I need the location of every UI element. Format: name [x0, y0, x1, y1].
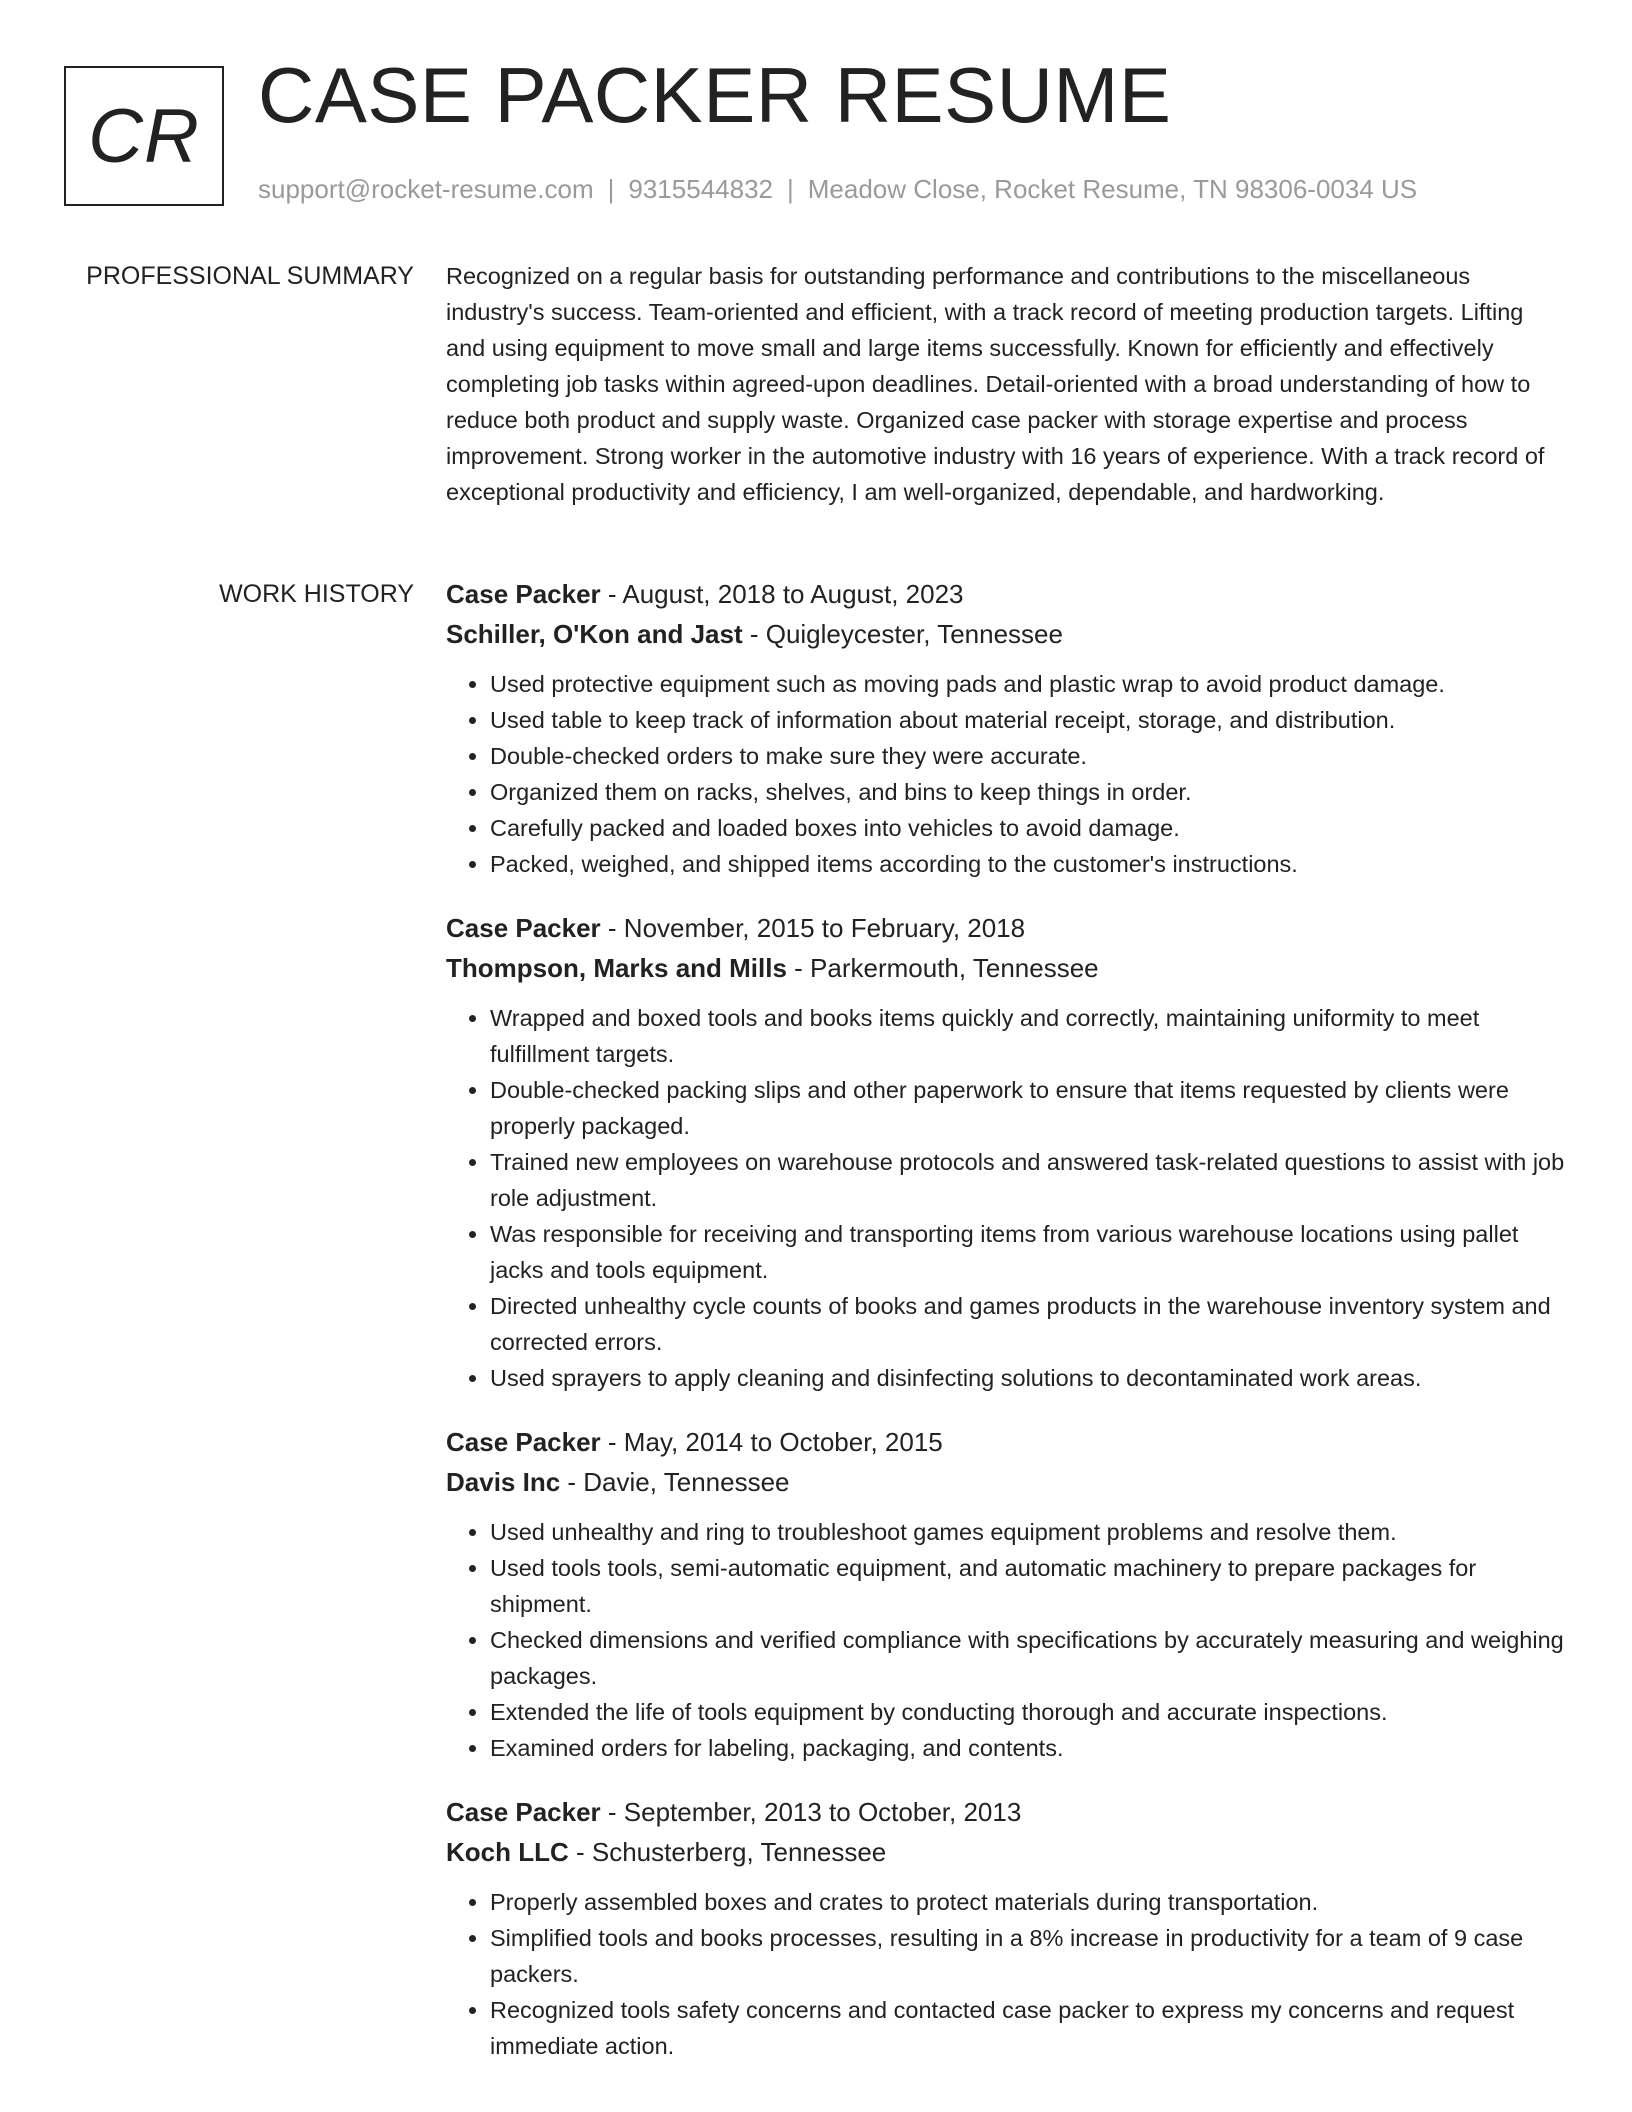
job-title: Case Packer — [446, 913, 601, 943]
summary-text: Recognized on a regular basis for outstanding performance and contributions to the miscellaneous industry's success. Team-oriented and efficient, with a track record of meeting production targets. Lifting and using equipment to move small and large items successfully. Known for efficiently and effectively completing job tasks within agreed-upon deadlines. Detail-oriented with a broad understanding of how to reduce both product and supply waste. Organized case packer with storage expertise and process improvement. Strong worker in the automotive industry with 16 years of experience. With a track record of exceptional productivity and efficiency, I am well-organized, dependable, and hardworking. — [446, 263, 1545, 505]
job-dates: - May, 2014 to October, 2015 — [600, 1427, 943, 1457]
job-bullet: • Packed, weighed, and shipped items according to the customer's instructions. — [490, 846, 1566, 882]
job-location: - Davie, Tennessee — [560, 1467, 790, 1497]
contact-address: Meadow Close, Rocket Resume, TN 98306-0034 US — [807, 174, 1418, 204]
job-title-line — [446, 574, 1566, 614]
job-location: - Parkermouth, Tennessee — [786, 953, 1099, 983]
job-company: Davis Inc — [446, 1467, 561, 1497]
work-history-body — [446, 574, 1566, 2090]
monogram-badge — [64, 66, 224, 206]
job-bullet-list — [446, 1514, 1566, 1766]
job-bullet-list — [446, 1884, 1566, 2064]
job-entry — [446, 908, 1566, 1396]
section-label-work-history: WORK HISTORY — [219, 580, 414, 608]
monogram-initials: CR — [88, 93, 200, 179]
job-bullet: • Used protective equipment such as moving pads and plastic wrap to avoid product damage. — [490, 666, 1566, 702]
job-bullet: • Simplified tools and books processes, resulting in a 8% increase in productivity for a team of 9 case packers. — [490, 1920, 1566, 1992]
section-label-summary: PROFESSIONAL SUMMARY — [86, 262, 414, 290]
job-location: - Schusterberg, Tennessee — [568, 1837, 887, 1867]
job-entry — [446, 1792, 1566, 2064]
job-company-line — [446, 948, 1566, 988]
job-bullet: • Wrapped and boxed tools and books items quickly and correctly, maintaining uniformity to meet fulfillment targets. — [490, 1000, 1566, 1072]
job-title-line — [446, 908, 1566, 948]
job-location: - Quigleycester, Tennessee — [742, 619, 1063, 649]
job-title-line — [446, 1792, 1566, 1832]
job-bullet: • Examined orders for labeling, packaging, and contents. — [490, 1730, 1566, 1766]
job-bullet-list — [446, 1000, 1566, 1396]
job-dates: - September, 2013 to October, 2013 — [600, 1797, 1022, 1827]
job-bullet: • Checked dimensions and verified compliance with specifications by accurately measuring and weighing packages. — [490, 1622, 1566, 1694]
summary-body — [446, 258, 1566, 510]
job-bullet: • Used unhealthy and ring to troubleshoot games equipment problems and resolve them. — [490, 1514, 1566, 1550]
page-title: CASE PACKER RESUME — [258, 51, 1172, 139]
job-dates: - November, 2015 to February, 2018 — [600, 913, 1026, 943]
job-bullet: • Double-checked packing slips and other paperwork to ensure that items requested by clients were properly packaged. — [490, 1072, 1566, 1144]
job-title: Case Packer — [446, 579, 601, 609]
job-company-line — [446, 1832, 1566, 1872]
job-bullet: • Carefully packed and loaded boxes into vehicles to avoid damage. — [490, 810, 1566, 846]
job-bullet: • Used table to keep track of information about material receipt, storage, and distribution. — [490, 702, 1566, 738]
job-entry — [446, 1422, 1566, 1766]
job-bullet: • Trained new employees on warehouse protocols and answered task-related questions to assist with job role adjustment. — [490, 1144, 1566, 1216]
job-dates: - August, 2018 to August, 2023 — [600, 579, 964, 609]
job-bullet: • Used sprayers to apply cleaning and disinfecting solutions to decontaminated work areas. — [490, 1360, 1566, 1396]
job-bullet: • Double-checked orders to make sure they were accurate. — [490, 738, 1566, 774]
job-company-line — [446, 1462, 1566, 1502]
job-company: Schiller, O'Kon and Jast — [446, 619, 743, 649]
job-bullet: • Directed unhealthy cycle counts of books and games products in the warehouse inventory system and corrected errors. — [490, 1288, 1566, 1360]
job-bullet: • Organized them on racks, shelves, and bins to keep things in order. — [490, 774, 1566, 810]
contact-phone[interactable]: 9315544832 — [628, 174, 773, 204]
job-company: Koch LLC — [446, 1837, 569, 1867]
contact-separator: | — [787, 174, 794, 204]
job-bullet: • Recognized tools safety concerns and contacted case packer to express my concerns and request immediate action. — [490, 1992, 1566, 2064]
job-bullet: • Used tools tools, semi-automatic equipment, and automatic machinery to prepare packages for shipment. — [490, 1550, 1566, 1622]
contact-line — [258, 174, 1417, 205]
contact-email[interactable]: support@rocket-resume.com — [258, 174, 594, 204]
job-title-line — [446, 1422, 1566, 1462]
job-company: Thompson, Marks and Mills — [446, 953, 787, 983]
job-entry — [446, 574, 1566, 882]
job-title: Case Packer — [446, 1427, 601, 1457]
job-bullet: • Was responsible for receiving and transporting items from various warehouse locations using pallet jacks and tools equipment. — [490, 1216, 1566, 1288]
job-bullet: • Extended the life of tools equipment by conducting thorough and accurate inspections. — [490, 1694, 1566, 1730]
job-company-line — [446, 614, 1566, 654]
job-title: Case Packer — [446, 1797, 601, 1827]
job-bullet: • Properly assembled boxes and crates to protect materials during transportation. — [490, 1884, 1566, 1920]
contact-separator: | — [607, 174, 615, 204]
job-bullet-list — [446, 666, 1566, 882]
